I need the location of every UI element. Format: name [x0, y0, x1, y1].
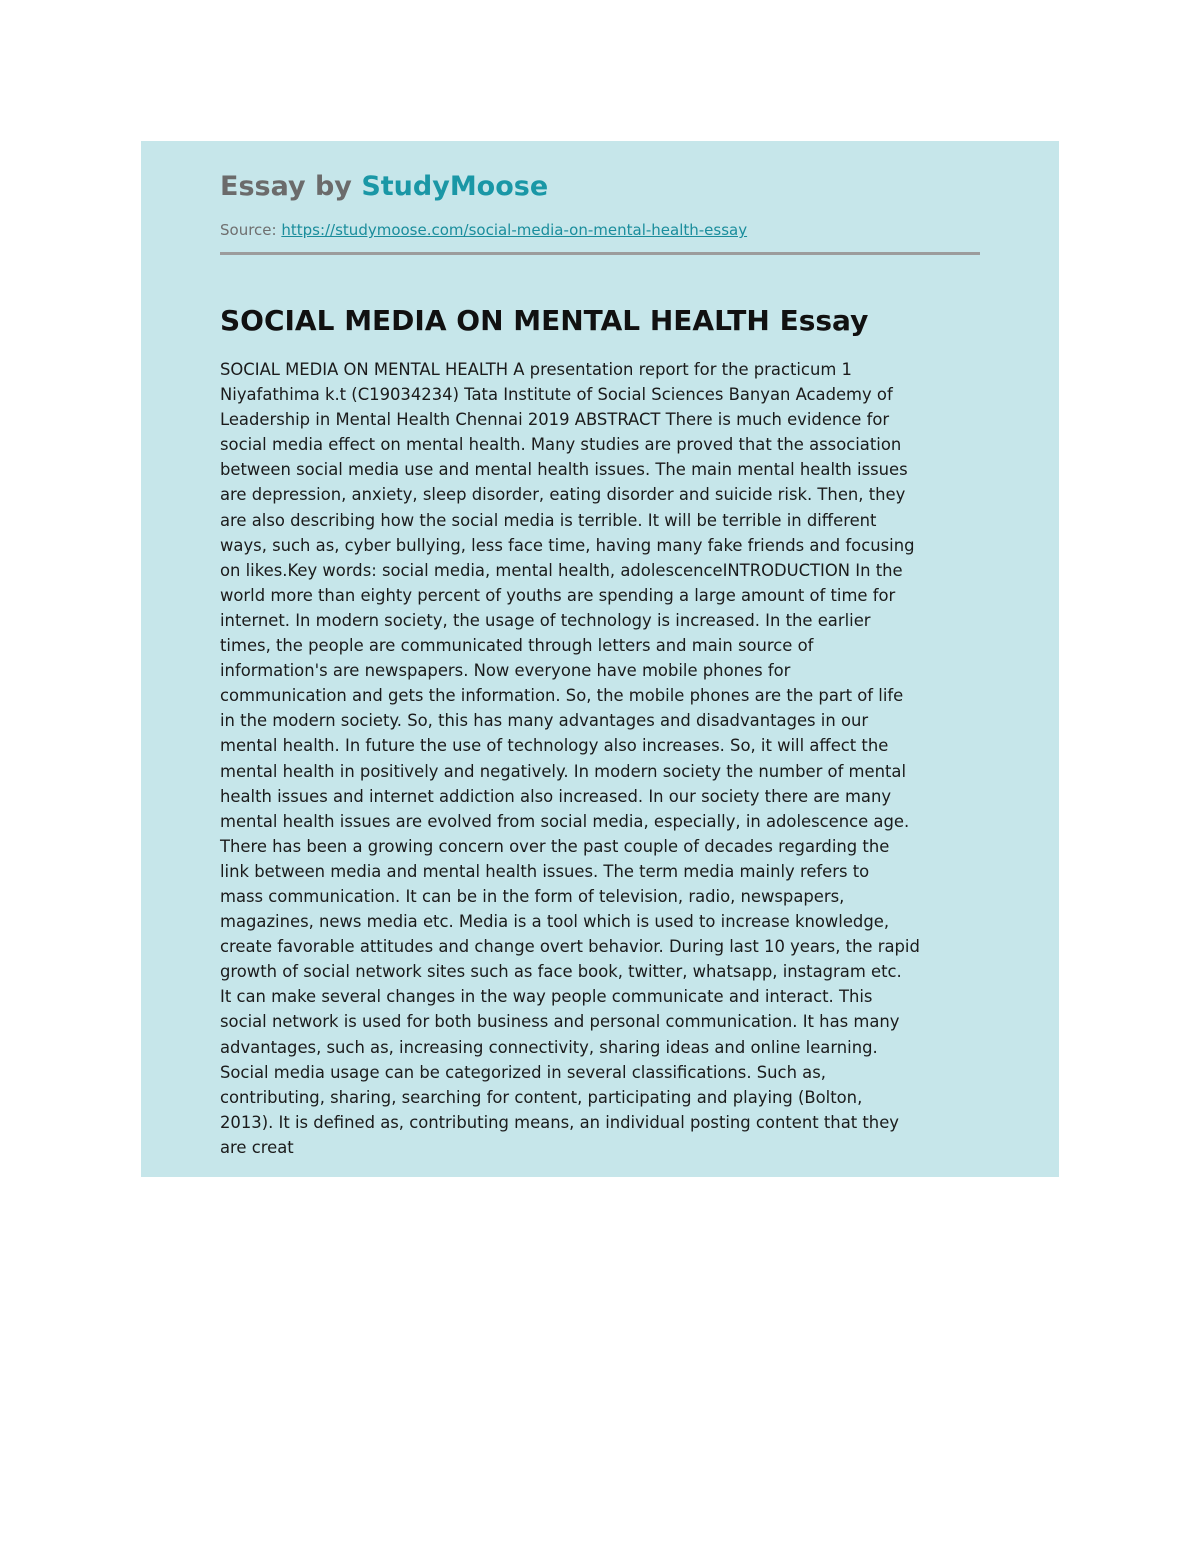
essay-body-line: are also describing how the social media is terrible. It will be terrible in different — [220, 510, 877, 530]
essay-body-line: Leadership in Mental Health Chennai 2019 ABSTRACT There is much evidence for — [220, 410, 890, 430]
essay-panel — [141, 141, 1059, 1177]
essay-body-line: internet. In modern society, the usage of technology is increased. In the earlier — [220, 610, 871, 630]
essay-body-line: in the modern society. So, this has many advantages and disadvantages in our — [220, 711, 869, 731]
essay-body-line: 2013). It is defined as, contributing means, an individual posting content that they — [220, 1112, 899, 1132]
header-divider — [220, 252, 980, 255]
essay-body-line: create favorable attitudes and change overt behavior. During last 10 years, the rapid — [220, 937, 920, 957]
essay-body-line: times, the people are communicated through letters and main source of — [220, 636, 814, 656]
source-link[interactable]: https://studymoose.com/social-media-on-mental-health-essay — [281, 221, 748, 239]
essay-body-line: growth of social network sites such as face book, twitter, whatsapp, instagram etc. — [220, 962, 902, 982]
brand-prefix: Essay by — [220, 171, 362, 202]
essay-body-line: mental health. In future the use of technology also increases. So, it will affect the — [220, 736, 889, 756]
essay-body-line: are depression, anxiety, sleep disorder, eating disorder and suicide risk. Then, they — [220, 485, 906, 505]
essay-body-line: contributing, sharing, searching for content, participating and playing (Bolton, — [220, 1087, 863, 1107]
essay-body-line: advantages, such as, increasing connectivity, sharing ideas and online learning. — [220, 1037, 878, 1057]
essay-body-line: information's are newspapers. Now everyone have mobile phones for — [220, 661, 791, 681]
essay-body-line: SOCIAL MEDIA ON MENTAL HEALTH A presentation report for the practicum 1 — [220, 360, 852, 379]
essay-body-line: mass communication. It can be in the form of television, radio, newspapers, — [220, 886, 845, 906]
essay-body-line: It can make several changes in the way people communicate and interact. This — [220, 987, 873, 1007]
essay-body-line: mental health issues are evolved from social media, especially, in adolescence age. — [220, 811, 910, 831]
essay-body-line: are creat — [220, 1137, 294, 1157]
essay-body-line: ways, such as, cyber bullying, less face time, having many fake friends and focusing — [220, 535, 915, 555]
essay-body-line: social network is used for both business and personal communication. It has many — [220, 1012, 900, 1032]
brand-heading — [220, 169, 548, 205]
essay-body-line: Niyafathima k.t (C19034234) Tata Institute of Social Sciences Banyan Academy of — [220, 385, 893, 405]
essay-body-line: between social media use and mental health issues. The main mental health issues — [220, 460, 908, 480]
source-line — [220, 219, 747, 241]
essay-body-line: on likes.Key words: social media, mental health, adolescenceINTRODUCTION In the — [220, 560, 903, 580]
essay-body-line: communication and gets the information. So, the mobile phones are the part of life — [220, 686, 904, 706]
brand-name: StudyMoose — [361, 171, 549, 202]
essay-body-line: Social media usage can be categorized in several classifications. Such as, — [220, 1062, 826, 1082]
essay-body-line: There has been a growing concern over the past couple of decades regarding the — [220, 836, 890, 856]
essay-body-line: social media effect on mental health. Many studies are proved that the association — [220, 435, 902, 455]
essay-body-line: world more than eighty percent of youths are spending a large amount of time for — [220, 585, 896, 605]
essay-body — [220, 357, 990, 1160]
essay-body-line: link between media and mental health issues. The term media mainly refers to — [220, 861, 870, 881]
essay-body-line: mental health in positively and negatively. In modern society the number of mental — [220, 761, 907, 781]
essay-body-line: magazines, news media etc. Media is a tool which is used to increase knowledge, — [220, 912, 890, 932]
essay-body-line: health issues and internet addiction also increased. In our society there are many — [220, 786, 892, 806]
source-label: Source: — [220, 221, 282, 239]
essay-title: SOCIAL MEDIA ON MENTAL HEALTH Essay — [220, 304, 869, 337]
